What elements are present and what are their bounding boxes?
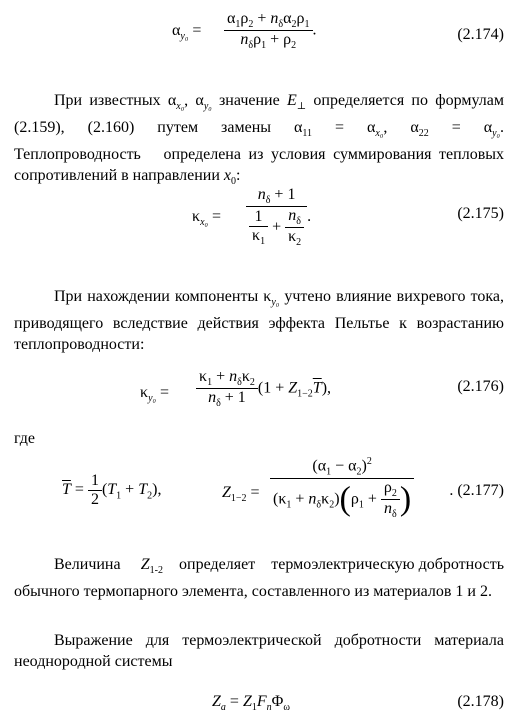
equation-number: (2.178) [457, 693, 504, 710]
equation-number: (2.174) [457, 26, 504, 43]
paragraph: При нахождении компоненты $\kappa_{y_0}$ учтено влияние вихревого тока, приводящего вследствие действия эффекта Пельтье к возрастанию теплопроводности: [14, 288, 504, 354]
equation-number: . (2.177) [449, 482, 504, 499]
paragraph: Величина $Z_{1-2}$ определяет термоэлектрическую добротность обычного термопарного элемента, составленного из материалов 1 и 2. [14, 556, 505, 601]
paragraph: Выражение для термоэлектрической добротности материала неоднородной системы [14, 632, 504, 670]
paragraph: где [14, 430, 36, 447]
equation-number: (2.176) [457, 378, 504, 395]
equation-number: (2.175) [457, 205, 504, 222]
paragraph: При известных $\alpha_{x_0}$, $\alpha_{y_0}$ значение $E_\perp$ определяется по формулам (2.159), (2.160) путем замены $\alpha_{11} = \alpha_{x_0}$, $\alpha_{22} = \alpha_{y_0}$. Теплопроводность определена из условия суммирования тепловых сопротивлений в направлении $x_0$: [14, 92, 505, 188]
